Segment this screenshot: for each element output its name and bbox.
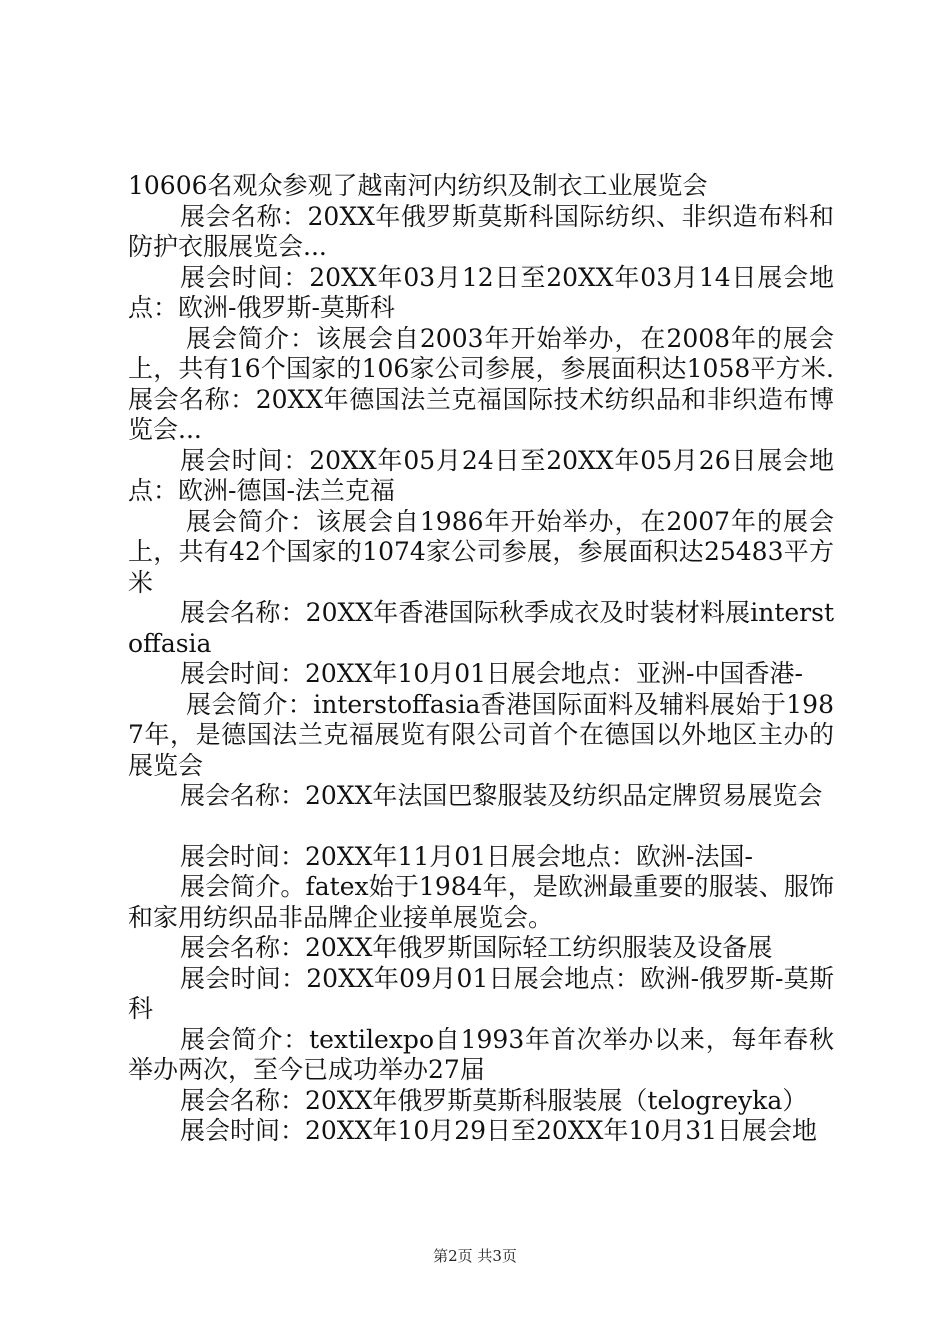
paragraph-audience: 10606名观众参观了越南河内纺织及制衣工业展览会 bbox=[128, 171, 708, 200]
paragraph-expo-intro-4: 展会简介。fatex始于1984年，是欧洲最重要的服装、服饰和家用纺织品非品牌企业接单展览会。 bbox=[128, 872, 834, 932]
blank-line bbox=[128, 812, 834, 842]
paragraph-expo-time-2: 展会时间：20XX年05月24日至20XX年05月26日展会地点：欧洲-德国-法兰克福 bbox=[128, 445, 834, 505]
paragraph-expo-name-5: 展会名称：20XX年俄罗斯国际轻工纺织服装及设备展 bbox=[180, 933, 773, 962]
paragraph-expo-intro-3: 展会简介：interstoffasia香港国际面料及辅料展始于1987年，是德国法兰克福展览有限公司首个在德国以外地区主办的展览会 bbox=[128, 689, 834, 780]
paragraph-expo-time-6: 展会时间：20XX年10月29日至20XX年10月31日展会地 bbox=[180, 1116, 818, 1145]
paragraph-expo-name-3: 展会名称：20XX年香港国际秋季成衣及时装材料展interstoffasia bbox=[128, 598, 834, 658]
paragraph-expo-name-6: 展会名称：20XX年俄罗斯莫斯科服装展（telogreyka） bbox=[180, 1085, 808, 1115]
paragraph-expo-name-4: 展会名称：20XX年法国巴黎服装及纺织品定牌贸易展览会 bbox=[180, 781, 823, 810]
paragraph-expo-time-1: 展会时间：20XX年03月12日至20XX年03月14日展会地点：欧洲-俄罗斯-莫斯科 bbox=[128, 262, 834, 322]
document-body bbox=[128, 171, 834, 1147]
page-footer: 第2页 共3页 bbox=[433, 1247, 517, 1265]
paragraph-expo-intro-5: 展会简介：textilexpo自1993年首次举办以来，每年春秋举办两次，至今已成功举办27届 bbox=[128, 1024, 834, 1084]
paragraph-expo-name-1: 展会名称：20XX年俄罗斯莫斯科国际纺织、非织造布料和防护衣服展览会... bbox=[128, 201, 834, 261]
paragraph-expo-time-3: 展会时间：20XX年10月01日展会地点：亚洲-中国香港- bbox=[180, 659, 803, 688]
paragraph-expo-time-4: 展会时间：20XX年11月01日展会地点：欧洲-法国- bbox=[180, 841, 753, 871]
paragraph-expo-intro-1: 展会简介：该展会自2003年开始举办，在2008年的展会上，共有16个国家的106家公司参展，参展面积达1058平方米.展会名称：20XX年德国法兰克福国际技术纺织品和非织造布博览会... bbox=[128, 323, 834, 444]
paragraph-expo-time-5: 展会时间：20XX年09月01日展会地点：欧洲-俄罗斯-莫斯科 bbox=[128, 963, 834, 1023]
paragraph-expo-intro-2: 展会简介：该展会自1986年开始举办，在2007年的展会上，共有42个国家的1074家公司参展，参展面积达25483平方米 bbox=[128, 506, 834, 597]
